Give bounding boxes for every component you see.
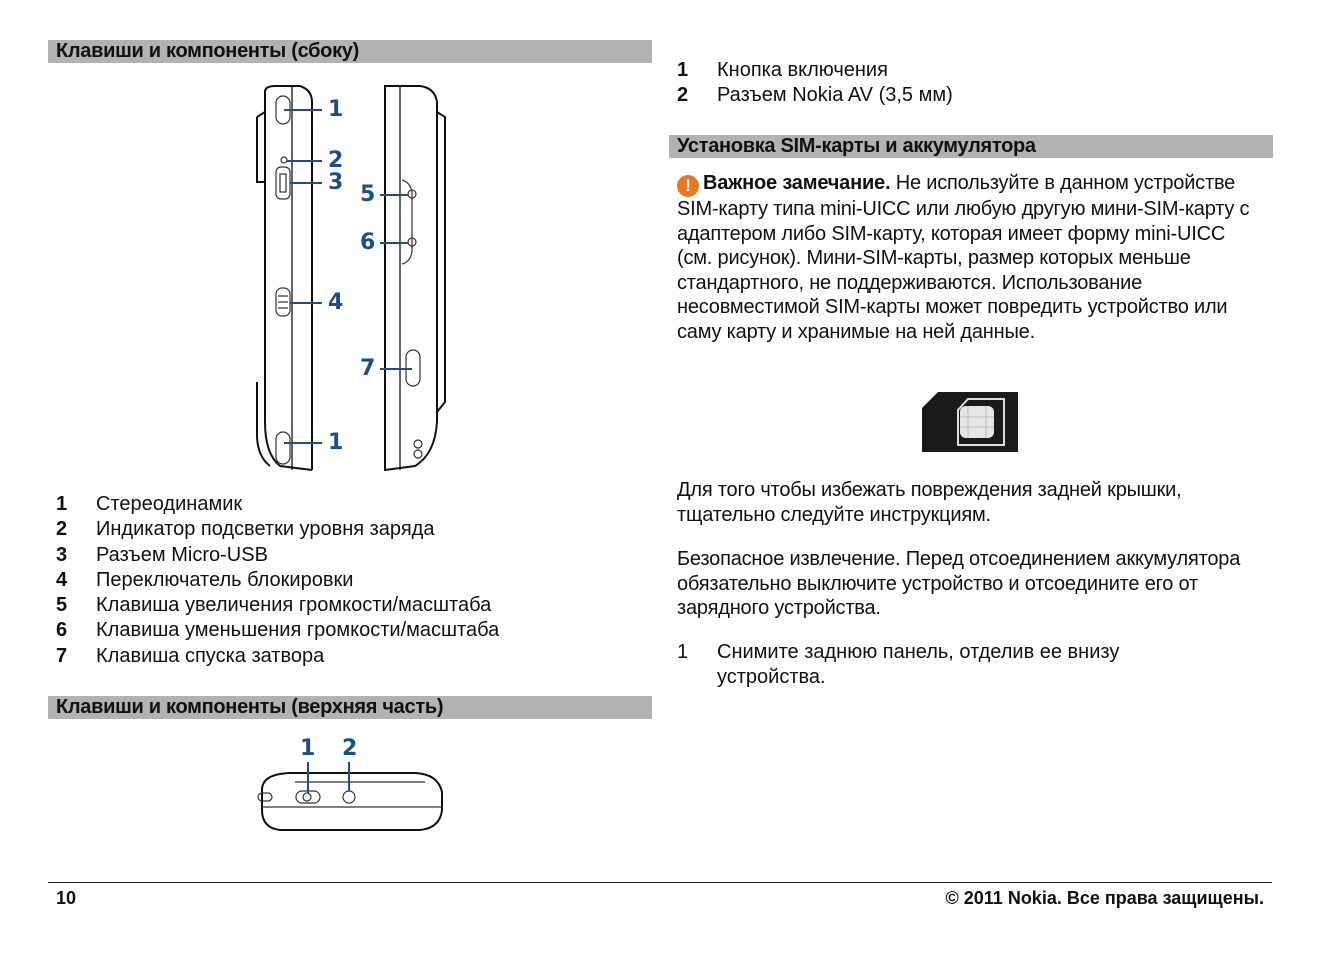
steps-list (677, 640, 1217, 691)
list-item: 1 Стереодинамик (56, 493, 243, 515)
list-item: 5 Клавиша увеличения громкости/масштаба (56, 594, 492, 617)
callout-3: 3 (328, 170, 344, 195)
top-components-list (677, 58, 1267, 109)
top-callout-1: 1 (300, 736, 316, 761)
footer-divider (48, 882, 1272, 883)
list-item: 3 Разъем Micro-USB (56, 543, 268, 566)
paragraph-safe-removal: Безопасное извлечение. Перед отсоединением аккумулятора обязательно выключите устройство и отсоедините его от зарядного устройства. (677, 548, 1241, 619)
list-item: 7 Клавиша спуска затвора (56, 644, 325, 667)
list-item: 2 Разъем Nokia AV (3,5 мм) (677, 84, 953, 107)
callout-6: 6 (360, 230, 376, 255)
warning-note (677, 171, 1262, 344)
warning-title: Важное замечание. (703, 172, 891, 194)
warning-icon: ! (677, 175, 699, 197)
copyright: © 2011 Nokia. Все права защищены. (945, 888, 1264, 908)
callout-1-bottom: 1 (328, 430, 344, 455)
callout-7: 7 (360, 356, 376, 381)
callout-2: 2 (328, 148, 344, 173)
top-view-diagram (250, 760, 450, 835)
top-callout-2: 2 (342, 736, 358, 761)
mini-uicc-sim-image (922, 392, 1018, 452)
list-item: 4 Переключатель блокировки (56, 568, 354, 591)
side-components-list (56, 492, 636, 669)
callout-1: 1 (328, 97, 344, 122)
step-item: 1 Снимите заднюю панель, отделив ее внизу устройства. (677, 641, 1120, 689)
section-heading-sim: Установка SIM-карты и аккумулятора (669, 135, 1273, 158)
paragraph-back-cover: Для того чтобы избежать повреждения задней крышки, тщательно следуйте инструкциям. (677, 479, 1182, 526)
callout-4: 4 (328, 290, 344, 315)
list-item: 6 Клавиша уменьшения громкости/масштаба (56, 619, 500, 642)
section-heading-side: Клавиши и компоненты (сбоку) (48, 40, 652, 63)
section-heading-top: Клавиши и компоненты (верхняя часть) (48, 696, 652, 719)
warning-text: Не используйте в данном устройстве SIM-карту типа mini-UICC или любую другую мини-SIM-карту с адаптером либо SIM-карту, которая имеет форму mini-UICC (см. рисунок). Мини-SIM-карты, размер которых меньше стандартного, не поддерживаются. Использование несовместимой SIM-карты может повредить устройство или саму карту и хранимые на ней данные. (677, 172, 1250, 343)
page-number: 10 (56, 888, 77, 908)
callout-5: 5 (360, 182, 376, 207)
list-item: 1 Кнопка включения (677, 59, 888, 81)
side-view-diagram (240, 82, 460, 474)
list-item: 2 Индикатор подсветки уровня заряда (56, 518, 435, 541)
